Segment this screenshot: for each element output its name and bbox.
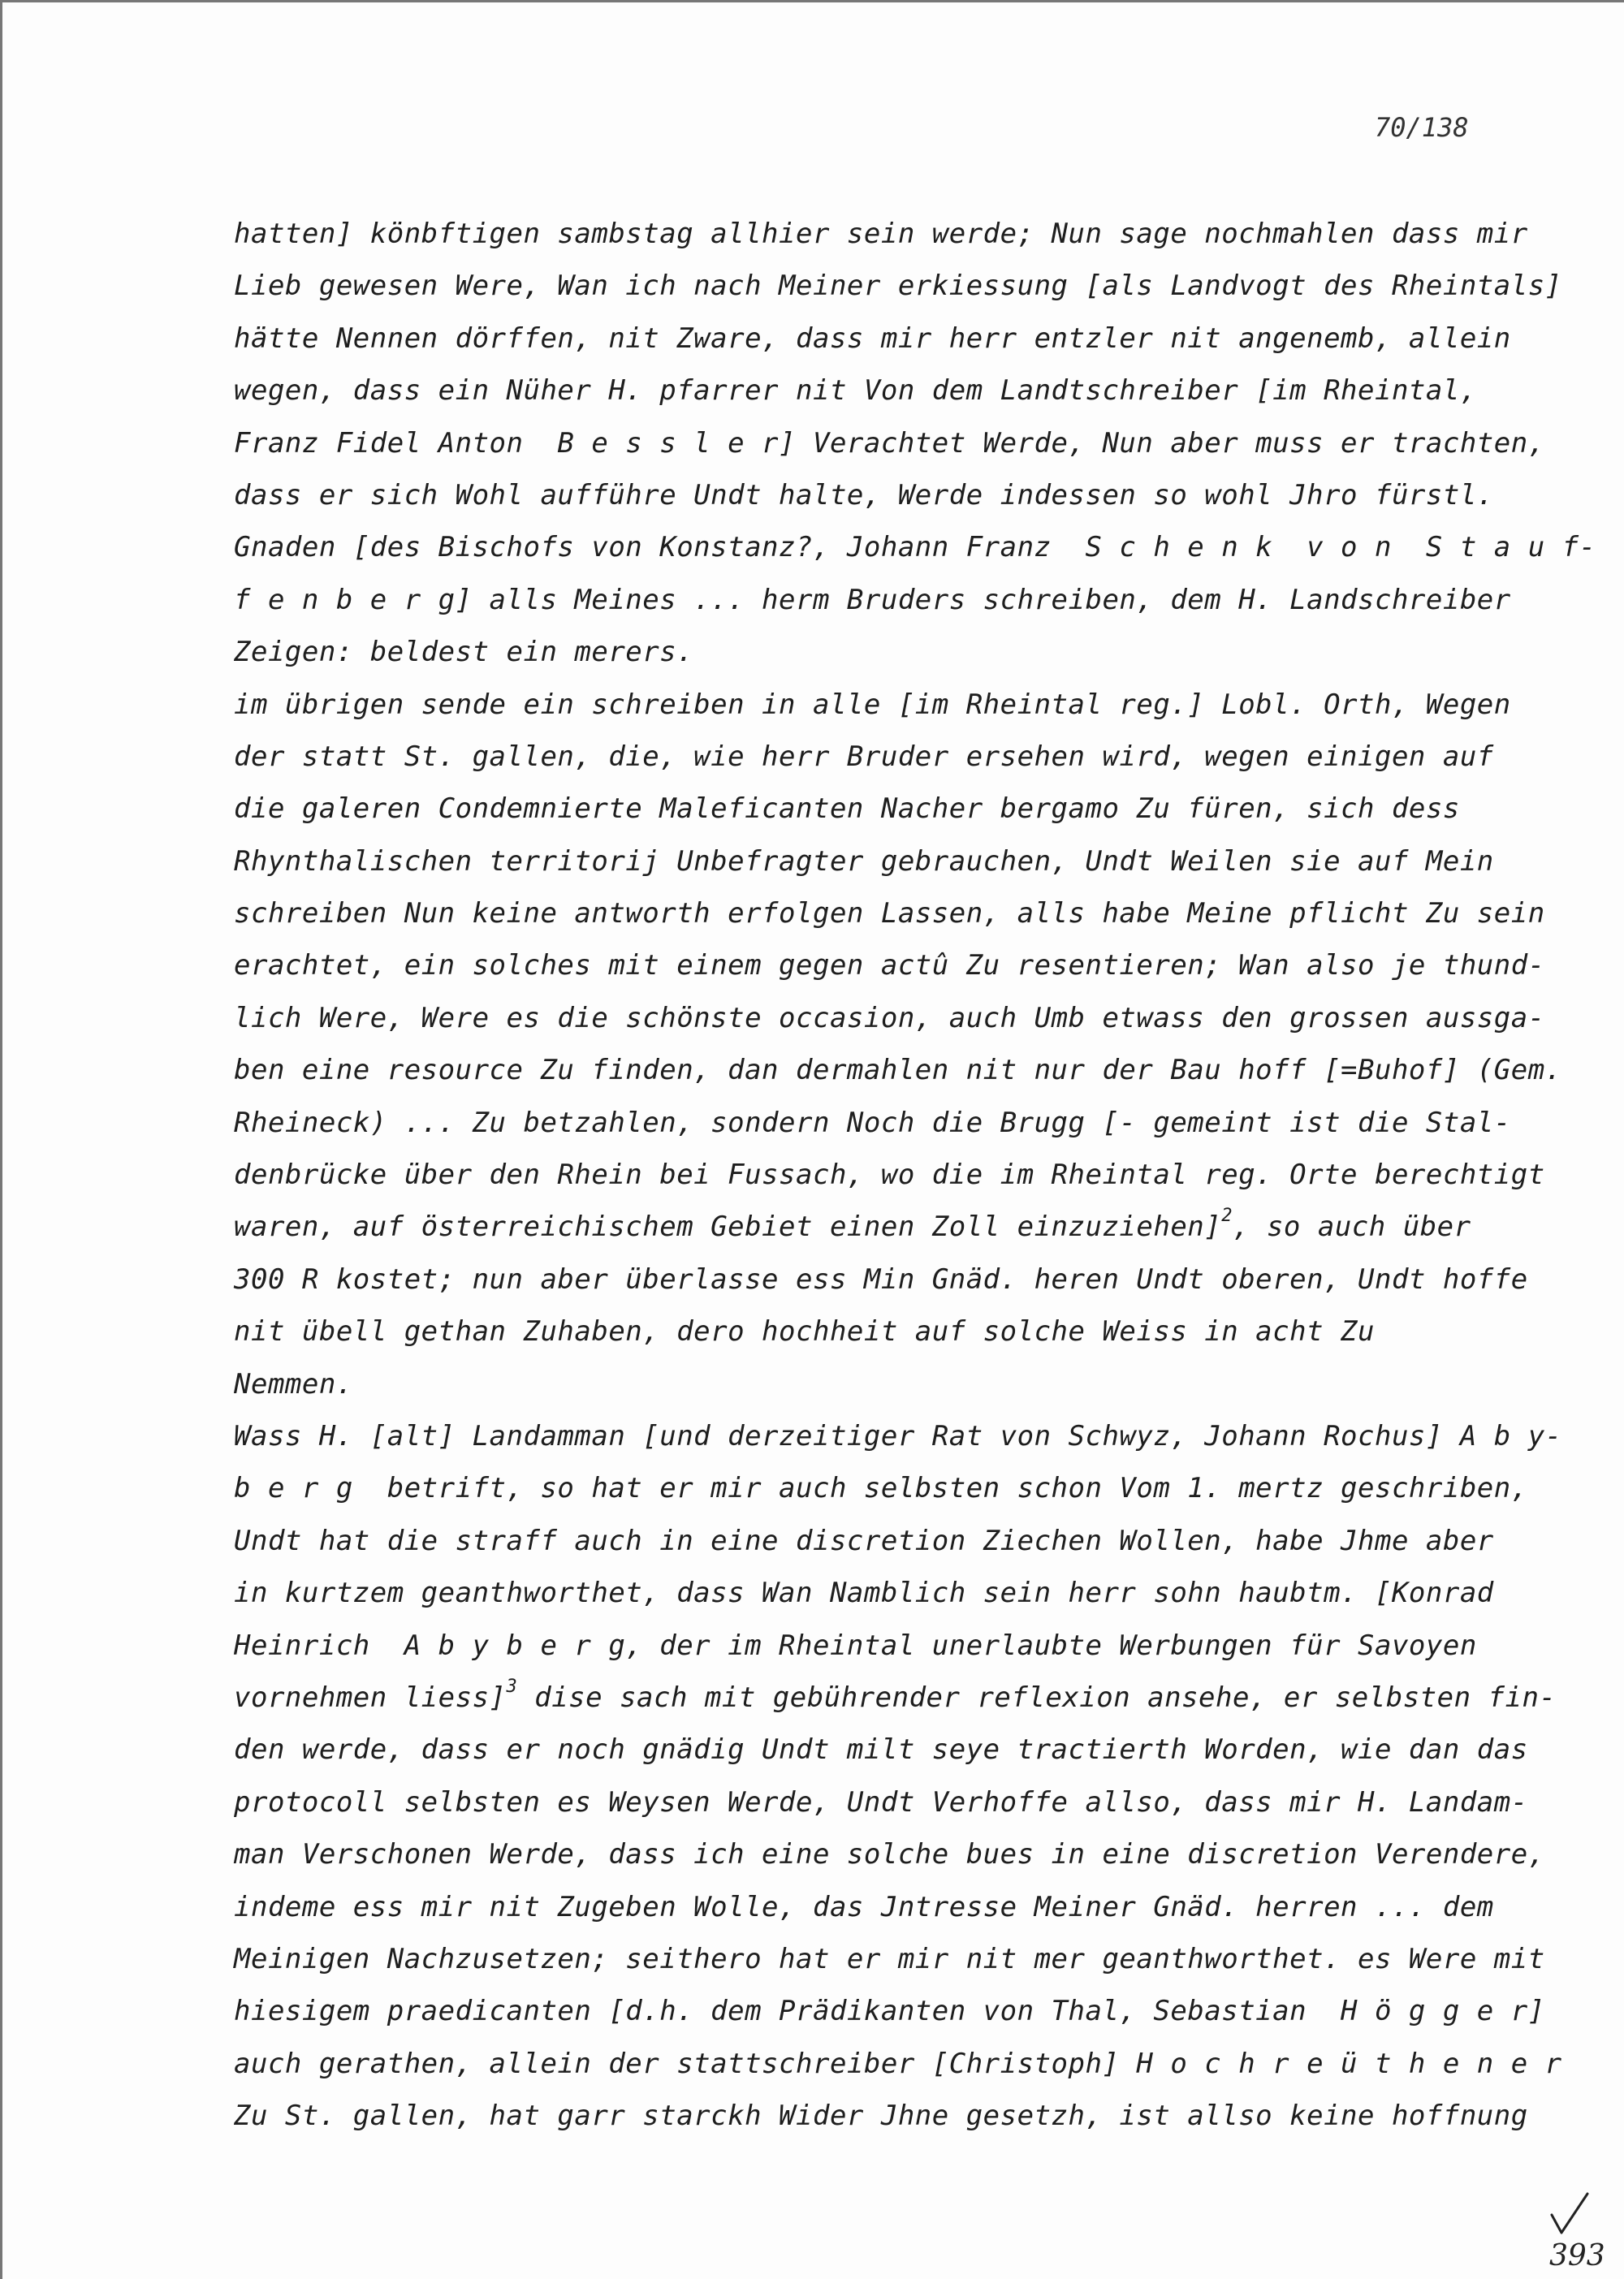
text-line — [234, 1985, 1582, 2037]
text-line — [234, 626, 1582, 678]
line-text: Nemmen. — [234, 1367, 353, 1401]
line-text: ben eine resource Zu finden, dan dermahlen nit nur der Bau hoff [=Buhof] (Gem. — [234, 1054, 1562, 1087]
line-text: Gnaden [des Bischofs von Konstanz?, Johann Franz S c h e n k v o n S t a u f- — [234, 531, 1596, 564]
text-line — [234, 469, 1582, 521]
line-text: im übrigen sende ein schreiben in alle [im Rheintal reg.] Lobl. Orth, Wegen — [234, 688, 1511, 721]
text-line — [234, 1097, 1582, 1149]
folio-number: 393 — [1549, 2239, 1605, 2273]
text-line — [234, 1776, 1582, 1828]
line-text-continued: dise sach mit gebührender reflexion ansehe, er selbsten fin- — [517, 1681, 1557, 1714]
line-text: der statt St. gallen, die, wie herr Bruder ersehen wird, wegen einigen auf — [234, 740, 1494, 773]
line-text: hatten] könbftigen sambstag allhier sein werde; Nun sage nochmahlen dass mir — [234, 218, 1528, 250]
line-text: protocoll selbsten es Weysen Werde, Undt Verhoffe allso, dass mir H. Landam- — [234, 1785, 1528, 1819]
text-line — [234, 1933, 1582, 1985]
text-line — [234, 1672, 1582, 1724]
line-text: in kurtzem geanthworthet, dass Wan Namblich sein herr sohn haubtm. [Konrad — [234, 1577, 1494, 1610]
line-text: hätte Nennen dörffen, nit Zware, dass mir herr entzler nit angenemb, allein — [234, 322, 1511, 355]
text-line — [234, 1515, 1582, 1567]
text-line — [234, 1567, 1582, 1619]
line-text: die galeren Condemnierte Maleficanten Nacher bergamo Zu füren, sich dess — [234, 792, 1460, 826]
line-text: Rheineck) ... Zu betzahlen, sondern Noch die Brugg [- gemeint ist die Stal- — [234, 1106, 1511, 1139]
text-line — [234, 574, 1582, 626]
transcription-body — [234, 208, 1596, 2142]
text-line — [234, 1306, 1582, 1357]
line-text: erachtet, ein solches mit einem gegen actû Zu resentieren; Wan also je thund- — [234, 949, 1545, 982]
line-text: dass er sich Wohl aufführe Undt halte, Werde indessen so wohl Jhro fürstl. — [234, 478, 1494, 511]
text-line — [234, 1044, 1582, 1096]
text-line — [234, 679, 1582, 731]
text-line — [234, 992, 1582, 1044]
line-text: b e r g betrift, so hat er mir auch selbsten schon Vom 1. mertz geschriben, — [234, 1472, 1528, 1505]
text-line — [234, 1149, 1582, 1201]
line-text: schreiben Nun keine antworth erfolgen Lassen, alls habe Meine pflicht Zu sein — [234, 897, 1545, 930]
text-line — [234, 939, 1582, 991]
line-text: Rhynthalischen territorij Unbefragter gebrauchen, Undt Weilen sie auf Mein — [234, 844, 1494, 878]
line-text: Zeigen: beldest ein merers. — [234, 636, 694, 669]
text-line — [234, 260, 1582, 312]
line-text: Lieb gewesen Were, Wan ich nach Meiner erkiessung [als Landvogt des Rheintals] — [234, 270, 1562, 303]
line-text: f e n b e r g] alls Meines ... herm Bruders schreiben, dem H. Landschreiber — [234, 583, 1511, 616]
text-line — [234, 417, 1582, 469]
text-line — [234, 731, 1582, 783]
line-text: Wass H. [alt] Landamman [und derzeitiger Rat von Schwyz, Johann Rochus] A b y- — [234, 1419, 1562, 1452]
page-number: 70/138 — [1375, 112, 1469, 143]
line-text: wegen, dass ein Nüher H. pfarrer nit Von dem Landtschreiber [im Rheintal, — [234, 374, 1477, 408]
text-line — [234, 835, 1582, 887]
text-line — [234, 1358, 1582, 1410]
line-text: vornehmen liess] — [234, 1681, 507, 1714]
footnote-marker: 3 — [506, 1676, 518, 1697]
text-line — [234, 365, 1582, 417]
line-text: auch gerathen, allein der stattschreiber [Christoph] H o c h r e ü t h e n e r — [234, 2047, 1562, 2080]
text-line — [234, 887, 1582, 939]
line-text: indeme ess mir nit Zugeben Wolle, das Jntresse Meiner Gnäd. herren ... dem — [234, 1890, 1494, 1923]
text-line — [234, 1620, 1582, 1672]
text-line — [234, 1410, 1582, 1462]
text-line — [234, 1724, 1582, 1776]
line-text: Heinrich A b y b e r g, der im Rheintal unerlaubte Werbungen für Savoyen — [234, 1629, 1477, 1662]
line-text: den werde, dass er noch gnädig Undt milt seye tractierth Worden, wie dan das — [234, 1733, 1528, 1767]
line-text: denbrücke über den Rhein bei Fussach, wo die im Rheintal reg. Orte berechtigt — [234, 1159, 1545, 1192]
text-line — [234, 1462, 1582, 1514]
text-line — [234, 783, 1582, 835]
line-text: Franz Fidel Anton B e s s l e r] Verachtet Werde, Nun aber muss er trachten, — [234, 426, 1545, 460]
text-line — [234, 2038, 1582, 2090]
text-line — [234, 313, 1582, 365]
line-text: lich Were, Were es die schönste occasion, auch Umb etwass den grossen aussga- — [234, 1001, 1545, 1034]
line-text: hiesigem praedicanten [d.h. dem Prädikanten von Thal, Sebastian H ö g g e r] — [234, 1995, 1545, 2028]
line-text: 300 R kostet; nun aber überlasse ess Min Gnäd. heren Undt oberen, Undt hoffe — [234, 1263, 1528, 1296]
text-line — [234, 1881, 1582, 1933]
line-text: waren, auf österreichischem Gebiet einen Zoll einzuziehen] — [234, 1211, 1222, 1244]
text-line — [234, 1254, 1582, 1306]
line-text: nit übell gethan Zuhaben, dero hochheit auf solche Weiss in acht Zu — [234, 1315, 1375, 1349]
text-line — [234, 208, 1582, 260]
text-line — [234, 2090, 1582, 2142]
line-text: Zu St. gallen, hat garr starckh Wider Jhne gesetzh, ist allso keine hoffnung — [234, 2100, 1528, 2133]
text-line — [234, 1828, 1582, 1880]
line-text: man Verschonen Werde, dass ich eine solche bues in eine discretion Verendere, — [234, 1838, 1545, 1871]
text-line — [234, 521, 1596, 573]
line-text: Undt hat die straff auch in eine discretion Ziechen Wollen, habe Jhme aber — [234, 1524, 1494, 1557]
footnote-marker: 2 — [1221, 1206, 1233, 1227]
text-line — [234, 1201, 1582, 1253]
line-text: Meinigen Nachzusetzen; seithero hat er mir nit mer geanthworthet. es Were mit — [234, 1942, 1545, 1975]
line-text-continued: , so auch über — [1233, 1211, 1471, 1244]
